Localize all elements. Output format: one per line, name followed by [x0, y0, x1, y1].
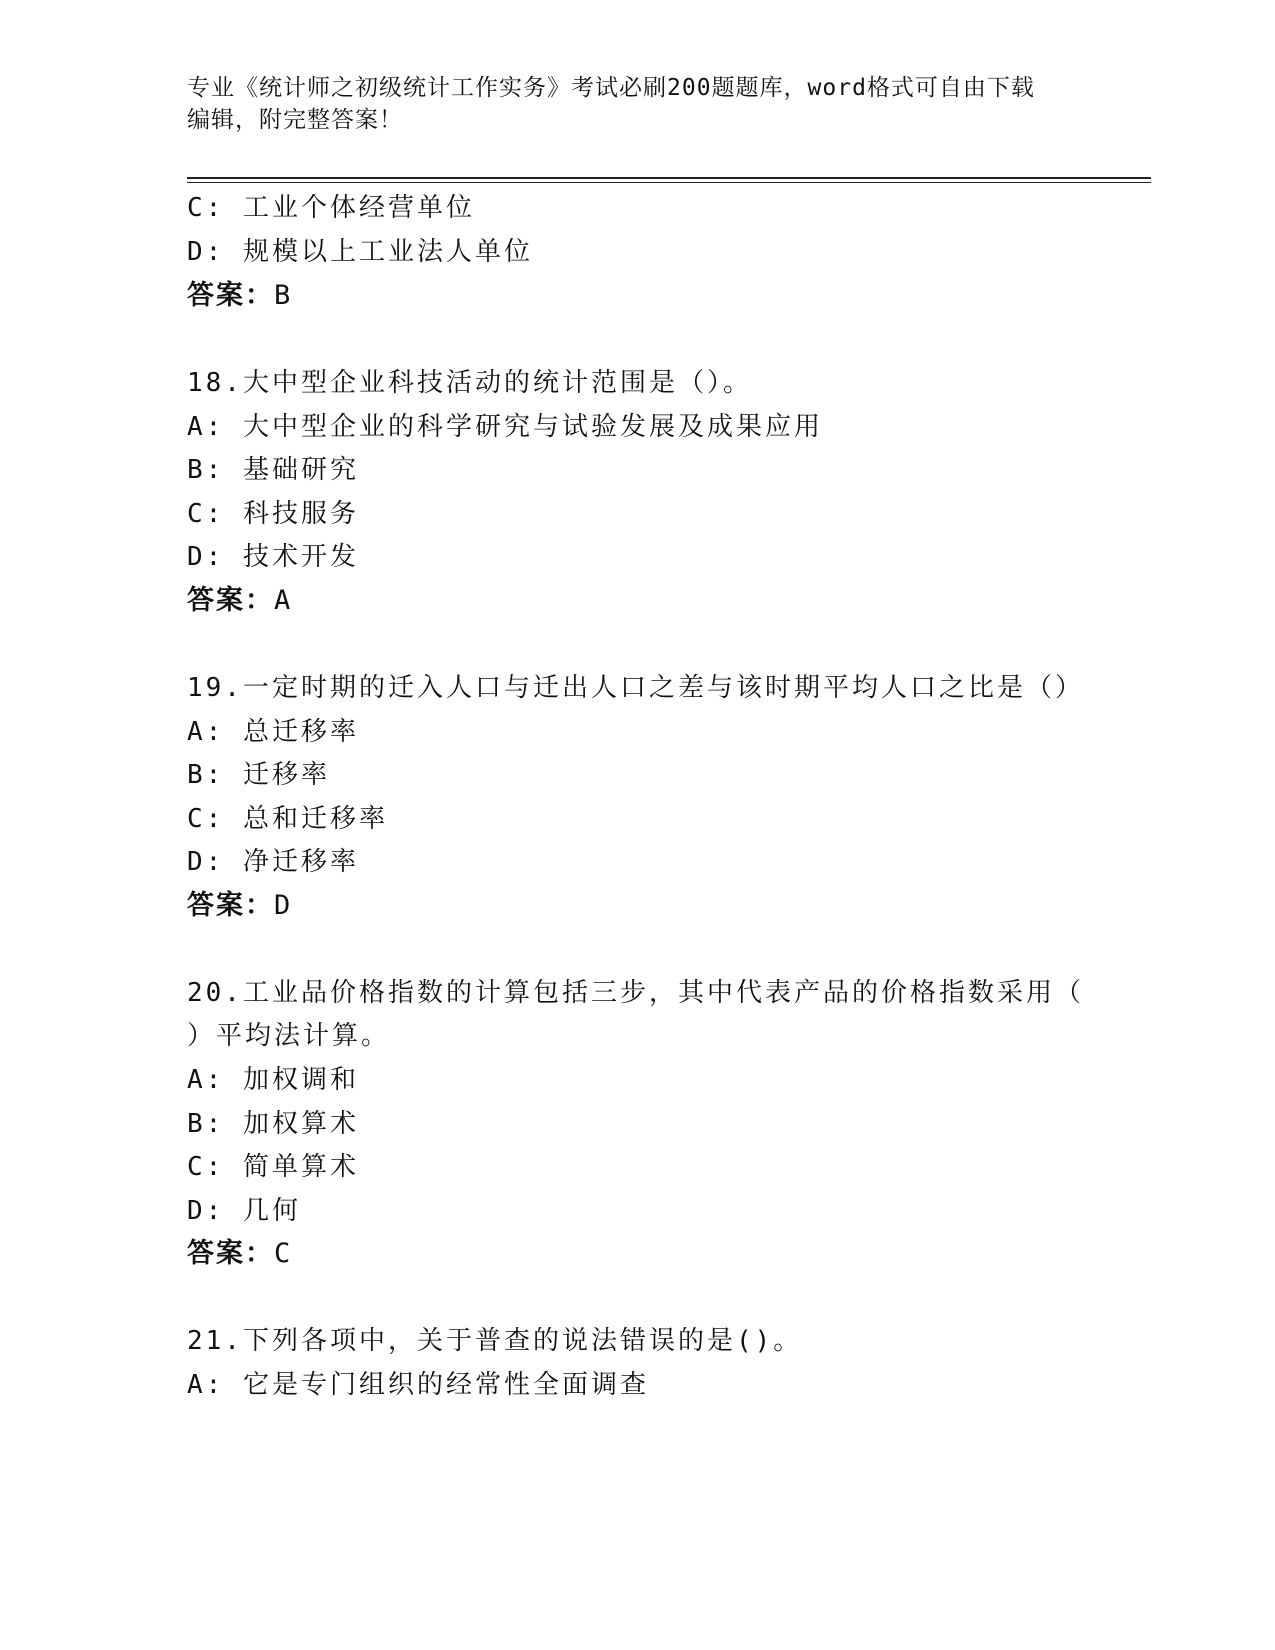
- q19-option-a: A: 总迁移率: [187, 717, 359, 747]
- header-divider-thin: [187, 182, 1151, 183]
- document-header: [187, 72, 1087, 136]
- answer-label: 答案：: [187, 585, 274, 616]
- q17-option-c: C: 工业个体经营单位: [187, 193, 475, 223]
- q18-option-d: D: 技术开发: [187, 542, 359, 572]
- header-divider-thick: [187, 177, 1151, 179]
- q18-stem: 18.大中型企业科技活动的统计范围是（）。: [187, 368, 752, 398]
- q18-answer: [187, 583, 292, 619]
- q20-option-d: D: 几何: [187, 1196, 301, 1226]
- q18-option-a: A: 大中型企业的科学研究与试验发展及成果应用: [187, 412, 823, 442]
- q19-stem: 19.一定时期的迁入人口与迁出人口之差与该时期平均人口之比是（）: [187, 673, 1084, 703]
- q18-option-b: B: 基础研究: [187, 455, 359, 485]
- q21-option-a: A: 它是专门组织的经常性全面调查: [187, 1370, 649, 1400]
- q20-option-a: A: 加权调和: [187, 1065, 359, 1095]
- answer-value: D: [274, 890, 293, 921]
- answer-value: C: [274, 1238, 293, 1269]
- q19-option-b: B: 迁移率: [187, 760, 330, 790]
- q20-option-b: B: 加权算术: [187, 1109, 359, 1139]
- q20-stem-line-1: 20.工业品价格指数的计算包括三步，其中代表产品的价格指数采用（: [187, 978, 1084, 1008]
- header-title-line-1: 专业《统计师之初级统计工作实务》考试必刷200题题库，word格式可自由下载: [187, 75, 1035, 101]
- answer-value: A: [274, 585, 293, 616]
- header-title-line-2: 编辑，附完整答案！: [187, 107, 403, 133]
- answer-label: 答案：: [187, 280, 274, 311]
- q20-answer: [187, 1236, 292, 1272]
- q17-option-d: D: 规模以上工业法人单位: [187, 237, 533, 267]
- q18-option-c: C: 科技服务: [187, 499, 359, 529]
- q19-option-c: C: 总和迁移率: [187, 804, 388, 834]
- q19-option-d: D: 净迁移率: [187, 847, 359, 877]
- q20-option-c: C: 简单算术: [187, 1152, 359, 1182]
- answer-label: 答案：: [187, 890, 274, 921]
- q21-stem: 21.下列各项中，关于普查的说法错误的是()。: [187, 1326, 803, 1356]
- answer-value: B: [274, 280, 293, 311]
- q17-answer: [187, 278, 292, 314]
- q19-answer: [187, 888, 292, 924]
- answer-label: 答案：: [187, 1238, 274, 1269]
- q20-stem-line-2: ）平均法计算。: [187, 1021, 391, 1051]
